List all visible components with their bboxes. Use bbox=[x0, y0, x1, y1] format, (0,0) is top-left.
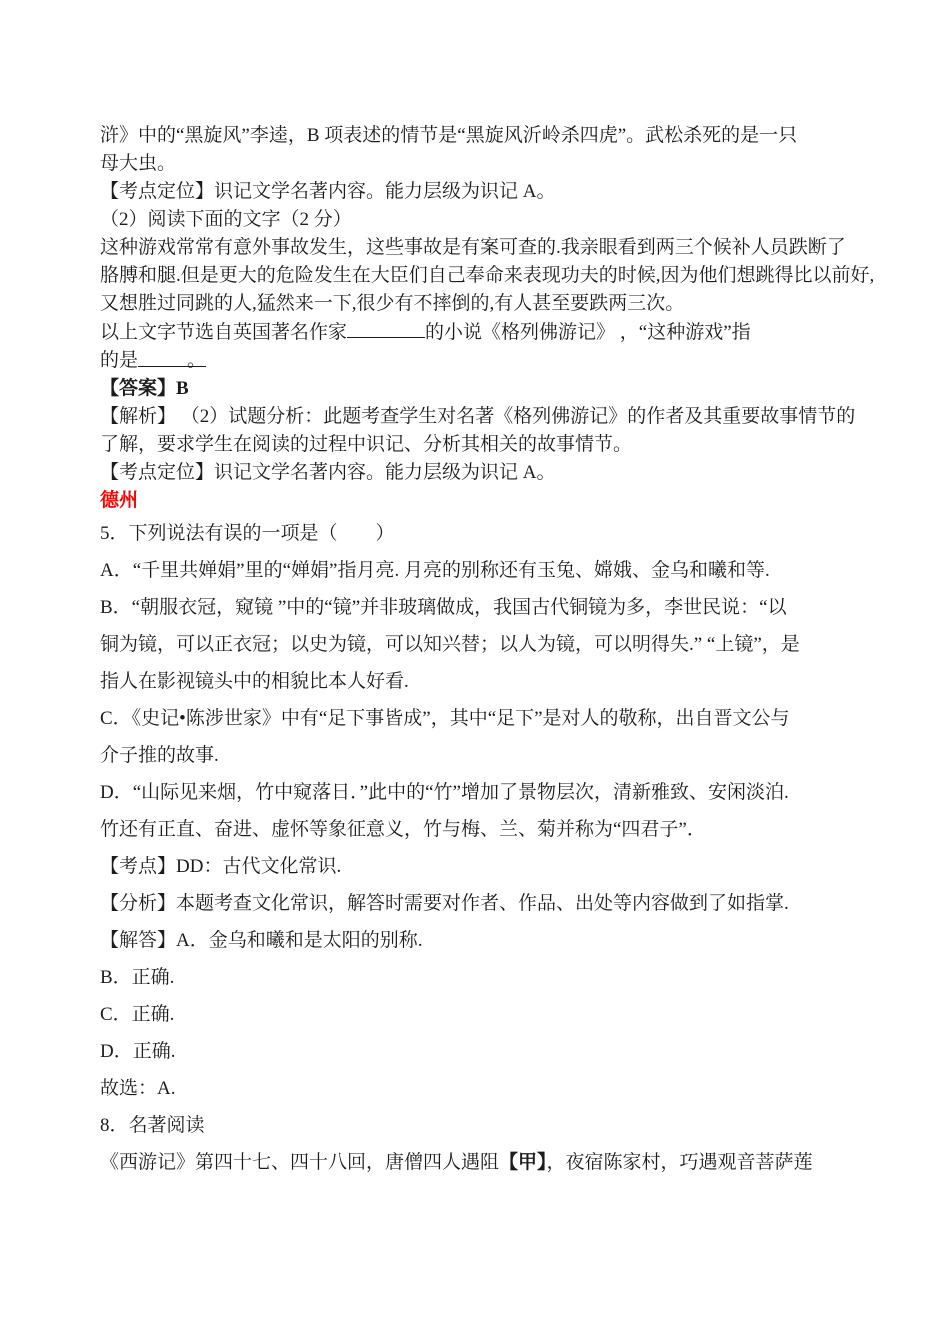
option-d-line: D．“山际见来烟，竹中窥落日．”此中的“竹”增加了景物层次，清新雅致、安闲淡泊. bbox=[100, 782, 789, 803]
passage-line: 胳膊和腿.但是更大的危险发生在大臣们自己奉命来表现功夫的时候,因为他们想跳得比以前好, bbox=[100, 265, 875, 286]
option-b-line: 铜为镜，可以正衣冠；以史为镜，可以知兴替；以人为镜，可以明得失.” “上镜”，是 bbox=[100, 634, 800, 655]
fill-line2-pre: 的是 bbox=[100, 350, 139, 371]
question-8-line bbox=[100, 1144, 920, 1181]
conclusion-line: 故选：A. bbox=[100, 1078, 176, 1099]
kaodian-line: 【考点】DD：古代文化常识. bbox=[100, 856, 342, 877]
passage-line: 这种游戏常常有意外事故发生，这些事故是有案可查的.我亲眼看到两三个候补人员跌断了 bbox=[100, 237, 846, 258]
q8-text-pre: 《西游记》第四十七、四十八回，唐僧四人遇阻 bbox=[100, 1152, 500, 1173]
option-c-line: 介子推的故事. bbox=[100, 745, 219, 766]
text-line: 浒》中的“黑旋风”李逵，B 项表述的情节是“黑旋风沂岭杀四虎”。武松杀死的是一只 bbox=[100, 125, 798, 146]
fill-line-pre: 以上文字节选自英国著名作家 bbox=[100, 322, 348, 343]
text-line: 母大虫。 bbox=[100, 153, 177, 174]
option-b-line: B．“朝服衣冠，窥镜 ”中的“镜”并非玻璃做成，我国古代铜镜为多，李世民说：“以 bbox=[100, 597, 787, 618]
document-content bbox=[100, 122, 920, 1181]
passage-line: 又想胜过同跳的人,猛然来一下,很少有不摔倒的,有人甚至要跌两三次。 bbox=[100, 293, 685, 314]
fill-line-post: 的小说《格列佛游记》 ，“这种游戏”指 bbox=[425, 322, 751, 343]
fill-blank-line bbox=[100, 318, 920, 347]
option-d-line: 竹还有正直、奋进、虚怀等象征意义，竹与梅、兰、菊并称为“四君子”． bbox=[100, 819, 706, 840]
fenxi-line: 【分析】本题考查文化常识，解答时需要对作者、作品、出处等内容做到了如指掌. bbox=[100, 893, 789, 914]
option-a: A．“千里共婵娟”里的“婵娟”指月亮. 月亮的别称还有玉兔、嫦娥、金乌和曦和等. bbox=[100, 560, 770, 581]
jiexi-line: 了解，要求学生在阅读的过程中识记、分析其相关的故事情节。 bbox=[100, 434, 633, 455]
judge-line: B．正确. bbox=[100, 967, 175, 988]
kaodian-line: 【考点定位】识记文学名著内容。能力层级为识记 A。 bbox=[100, 462, 556, 483]
fill-blank-line bbox=[100, 347, 920, 375]
city-label: 德州 bbox=[100, 490, 139, 511]
option-b-line: 指人在影视镜头中的相貌比本人好看. bbox=[100, 671, 409, 692]
answer-line: 【答案】B bbox=[100, 378, 189, 399]
question-2-heading: （2）阅读下面的文字（2 分） bbox=[100, 209, 352, 230]
period-on-blank: 。 bbox=[187, 350, 207, 371]
q8-text-post: ，夜宿陈家村，巧遇观音菩萨莲 bbox=[546, 1152, 813, 1173]
question-8-heading: 8．名著阅读 bbox=[100, 1115, 205, 1136]
blank-underline bbox=[138, 347, 207, 371]
option-c-line: C．《史记•陈涉世家》中有“足下事皆成”，其中“足下”是对人的敬称，出自晋文公与 bbox=[100, 708, 790, 729]
question-5-stem: 5．下列说法有误的一项是（ ） bbox=[100, 523, 395, 544]
jiexi-line: 【解析】 （2）试题分析：此题考查学生对名著《格列佛游记》的作者及其重要故事情节的 bbox=[100, 406, 856, 427]
judge-line: C．正确. bbox=[100, 1004, 175, 1025]
jieda-line: 【解答】A．金乌和曦和是太阳的别称. bbox=[100, 930, 423, 951]
kaodian-line: 【考点定位】识记文学名著内容。能力层级为识记 A。 bbox=[100, 181, 556, 202]
q8-bold-jia: 【甲】 bbox=[499, 1152, 547, 1173]
blank-underline bbox=[347, 318, 425, 338]
judge-line: D．正确. bbox=[100, 1041, 176, 1062]
